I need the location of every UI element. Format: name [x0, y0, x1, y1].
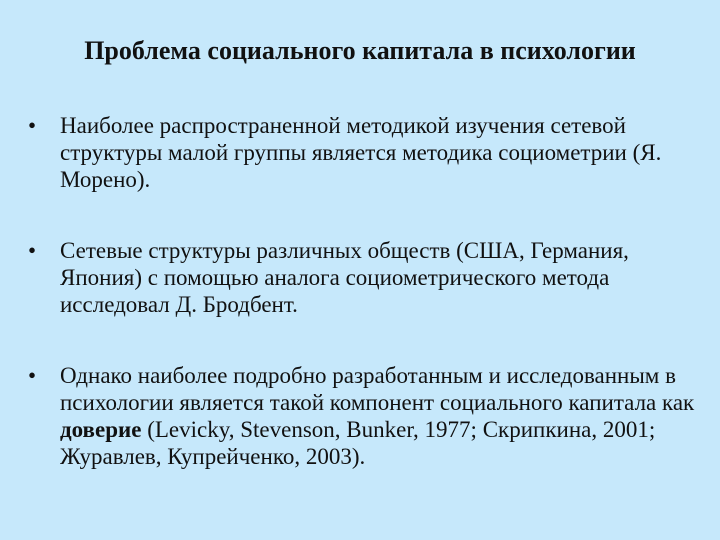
bullet-text-3-after: (Levicky, Stevenson, Bunker, 1977; Скрипкина, 2001; Журавлев, Купрейченко, 2003).: [60, 417, 656, 469]
bullet-text-2: Сетевые структуры различных обществ (США, Германия, Япония) с помощью аналога социометрического метода исследовал Д. Бродбент.: [60, 238, 629, 317]
bullet-item-2: [28, 237, 698, 318]
bullet-item-3: [28, 362, 698, 470]
bullet-marker: •: [28, 113, 37, 138]
bullet-marker: •: [28, 238, 37, 263]
slide-title: Проблема социального капитала в психологии: [84, 36, 636, 65]
bold-term-trust: доверие: [60, 417, 142, 442]
bullet-list: [28, 112, 698, 470]
bullet-text-1: Наиболее распространенной методикой изучения сетевой структуры малой группы является методика социометрии (Я. Морено).: [60, 113, 662, 192]
bullet-text-3-before: Однако наиболее подробно разработанным и исследованным в психологии является такой компонент социального капитала как: [60, 363, 695, 415]
bullet-marker: •: [28, 363, 37, 388]
bullet-item-1: [28, 112, 698, 193]
